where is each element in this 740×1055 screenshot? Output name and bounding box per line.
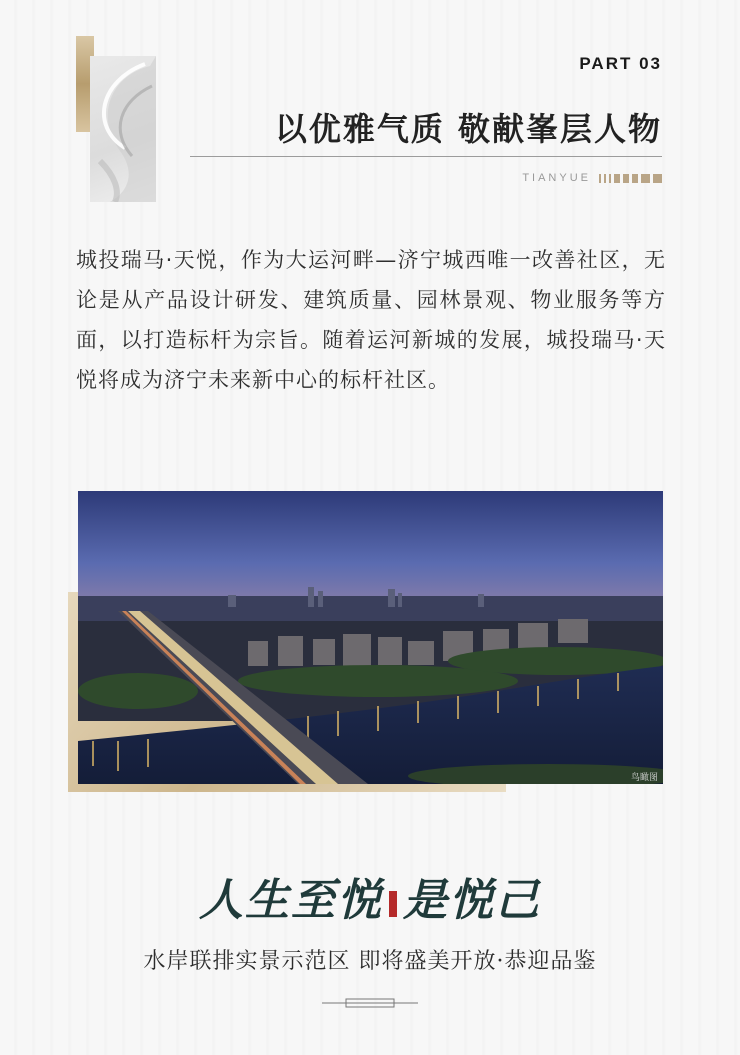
subtitle-row (522, 172, 662, 184)
subtitle-en: TIANYUE (522, 172, 591, 184)
seal-stamp (389, 891, 397, 917)
page-title: 以优雅气质 敬献峯层人物 (274, 110, 662, 148)
subtitle-deco-bars (599, 174, 662, 183)
end-ornament (322, 997, 418, 1009)
slogan-part2: 是悦己 (403, 875, 541, 926)
slogan-part1: 人生至悦 (199, 875, 383, 926)
aerial-photo (78, 491, 663, 784)
slogan (0, 864, 740, 928)
part-label: PART 03 (579, 54, 662, 73)
body-paragraph: 城投瑞马·天悦，作为大运河畔—济宁城西唯一改善社区，无论是从产品设计研发、建筑质量、园林景观、物业服务等方面，以打造标杆为宗旨。随着运河新城的发展，城投瑞马·天悦将成为济宁未来新中心的标杆社区。 (76, 248, 666, 392)
glass-sculpture-image (90, 56, 156, 202)
title-divider (190, 156, 662, 157)
tagline: 水岸联排实景示范区 即将盛美开放·恭迎品鉴 (143, 949, 597, 974)
photo-caption: 鸟瞰图 (630, 773, 658, 783)
